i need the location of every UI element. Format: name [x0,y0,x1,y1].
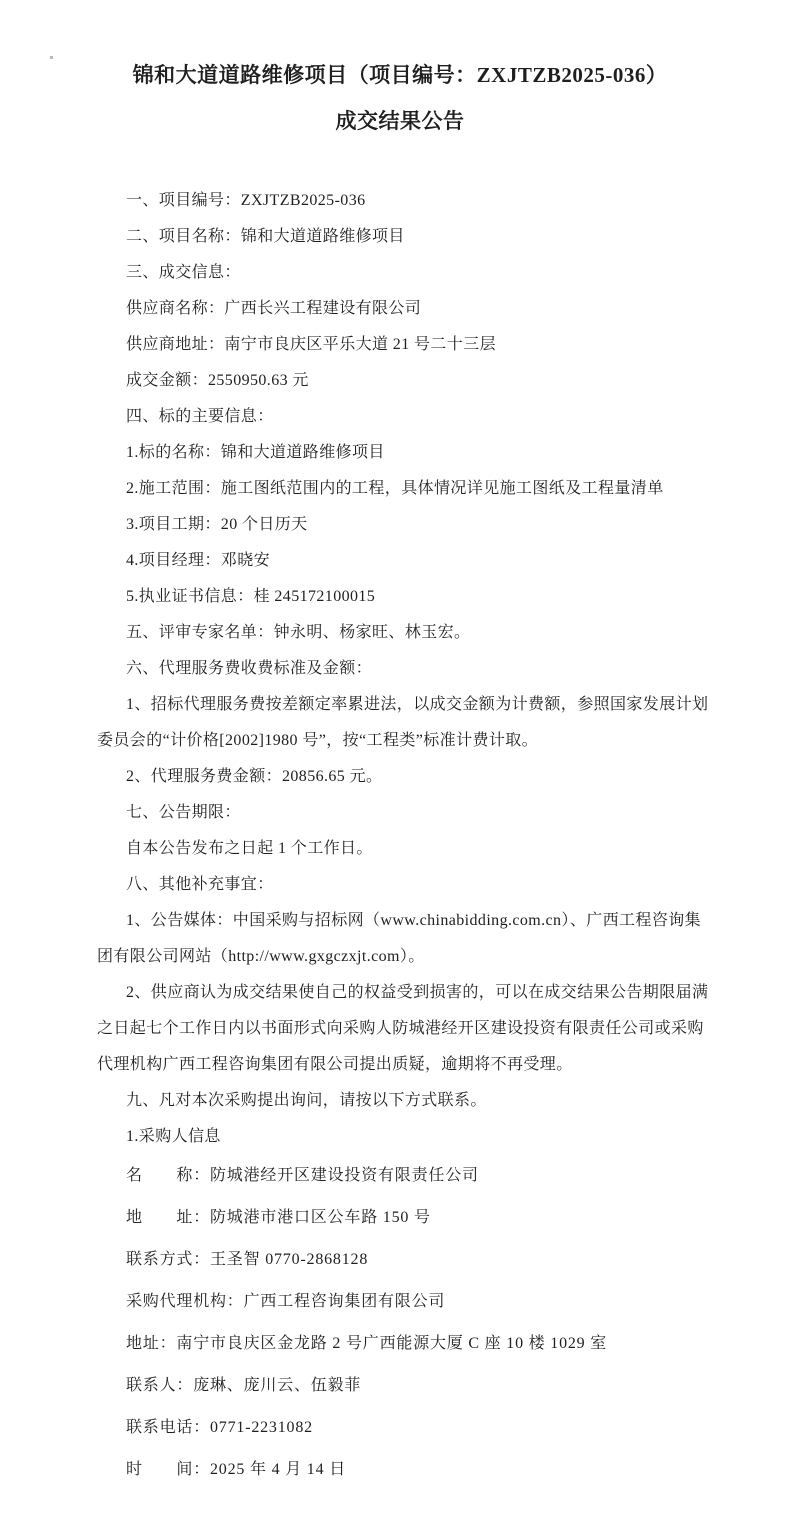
doc-line: 5.执业证书信息：桂 245172100015 [126,588,376,605]
doc-line: 七、公告期限： [126,804,241,821]
doc-line: 名 称：防城港经开区建设投资有限责任公司 [126,1167,479,1184]
doc-line: 八、其他补充事宜： [126,876,274,893]
doc-line: 自本公告发布之日起 1 个工作日。 [126,840,373,857]
doc-line: 2.施工范围：施工图纸范围内的工程，具体情况详见施工图纸及工程量清单 [126,480,664,497]
doc-line: 供应商地址：南宁市良庆区平乐大道 21 号二十三层 [126,336,497,353]
doc-line: 联系方式：王圣智 0770-2868128 [126,1251,369,1268]
doc-line: 四、标的主要信息： [126,408,274,425]
doc-line: 九、凡对本次采购提出询问，请按以下方式联系。 [126,1092,487,1109]
document-title [70,52,730,144]
doc-line: 成交金额：2550950.63 元 [126,372,309,389]
doc-line: 1.标的名称：锦和大道道路维修项目 [126,444,385,461]
doc-line: 地址：南宁市良庆区金龙路 2 号广西能源大厦 C 座 10 楼 1029 室 [126,1335,608,1352]
doc-line: 六、代理服务费收费标准及金额： [126,660,373,677]
doc-line: 代理机构广西工程咨询集团有限公司提出质疑，逾期将不再受理。 [97,1056,573,1073]
doc-line: 地 址：防城港市港口区公车路 150 号 [126,1209,431,1226]
doc-line: 2、代理服务费金额：20856.65 元。 [126,768,383,785]
title-line-announcement: 成交结果公告 [335,109,465,133]
doc-line: 二、项目名称：锦和大道道路维修项目 [126,228,405,245]
doc-line: 4.项目经理：邓晓安 [126,552,271,569]
doc-line: 3.项目工期：20 个日历天 [126,516,308,533]
doc-line: 1、招标代理服务费按差额定率累进法，以成交金额为计费额，参照国家发展计划 [126,696,709,713]
doc-line: 2、供应商认为成交结果使自己的权益受到损害的，可以在成交结果公告期限届满 [126,984,709,1001]
title-line-project: 锦和大道道路维修项目（项目编号：ZXJTZB2025-036） [132,63,668,87]
doc-line: 联系人：庞琳、庞川云、伍毅菲 [126,1377,362,1394]
doc-line: 之日起七个工作日内以书面形式向采购人防城港经开区建设投资有限责任公司或采购 [97,1020,704,1037]
doc-line: 时 间：2025 年 4 月 14 日 [126,1461,346,1478]
stray-dot-mark [50,56,53,59]
doc-line: 五、评审专家名单：钟永明、杨家旺、林玉宏。 [126,624,471,641]
doc-line: 1、公告媒体：中国采购与招标网（www.chinabidding.com.cn）、广西工程咨询集 [126,912,702,929]
doc-line: 1.采购人信息 [126,1128,221,1145]
doc-line: 采购代理机构：广西工程咨询集团有限公司 [126,1293,446,1310]
document-body [97,183,709,1491]
doc-line: 供应商名称：广西长兴工程建设有限公司 [126,300,422,317]
doc-line: 一、项目编号：ZXJTZB2025-036 [126,192,366,209]
doc-line: 团有限公司网站（http://www.gxgczxjt.com）。 [97,948,425,965]
doc-line: 联系电话：0771-2231082 [126,1419,313,1436]
doc-line: 委员会的“计价格[2002]1980 号”，按“工程类”标准计费计取。 [97,732,539,749]
doc-line: 三、成交信息： [126,264,241,281]
